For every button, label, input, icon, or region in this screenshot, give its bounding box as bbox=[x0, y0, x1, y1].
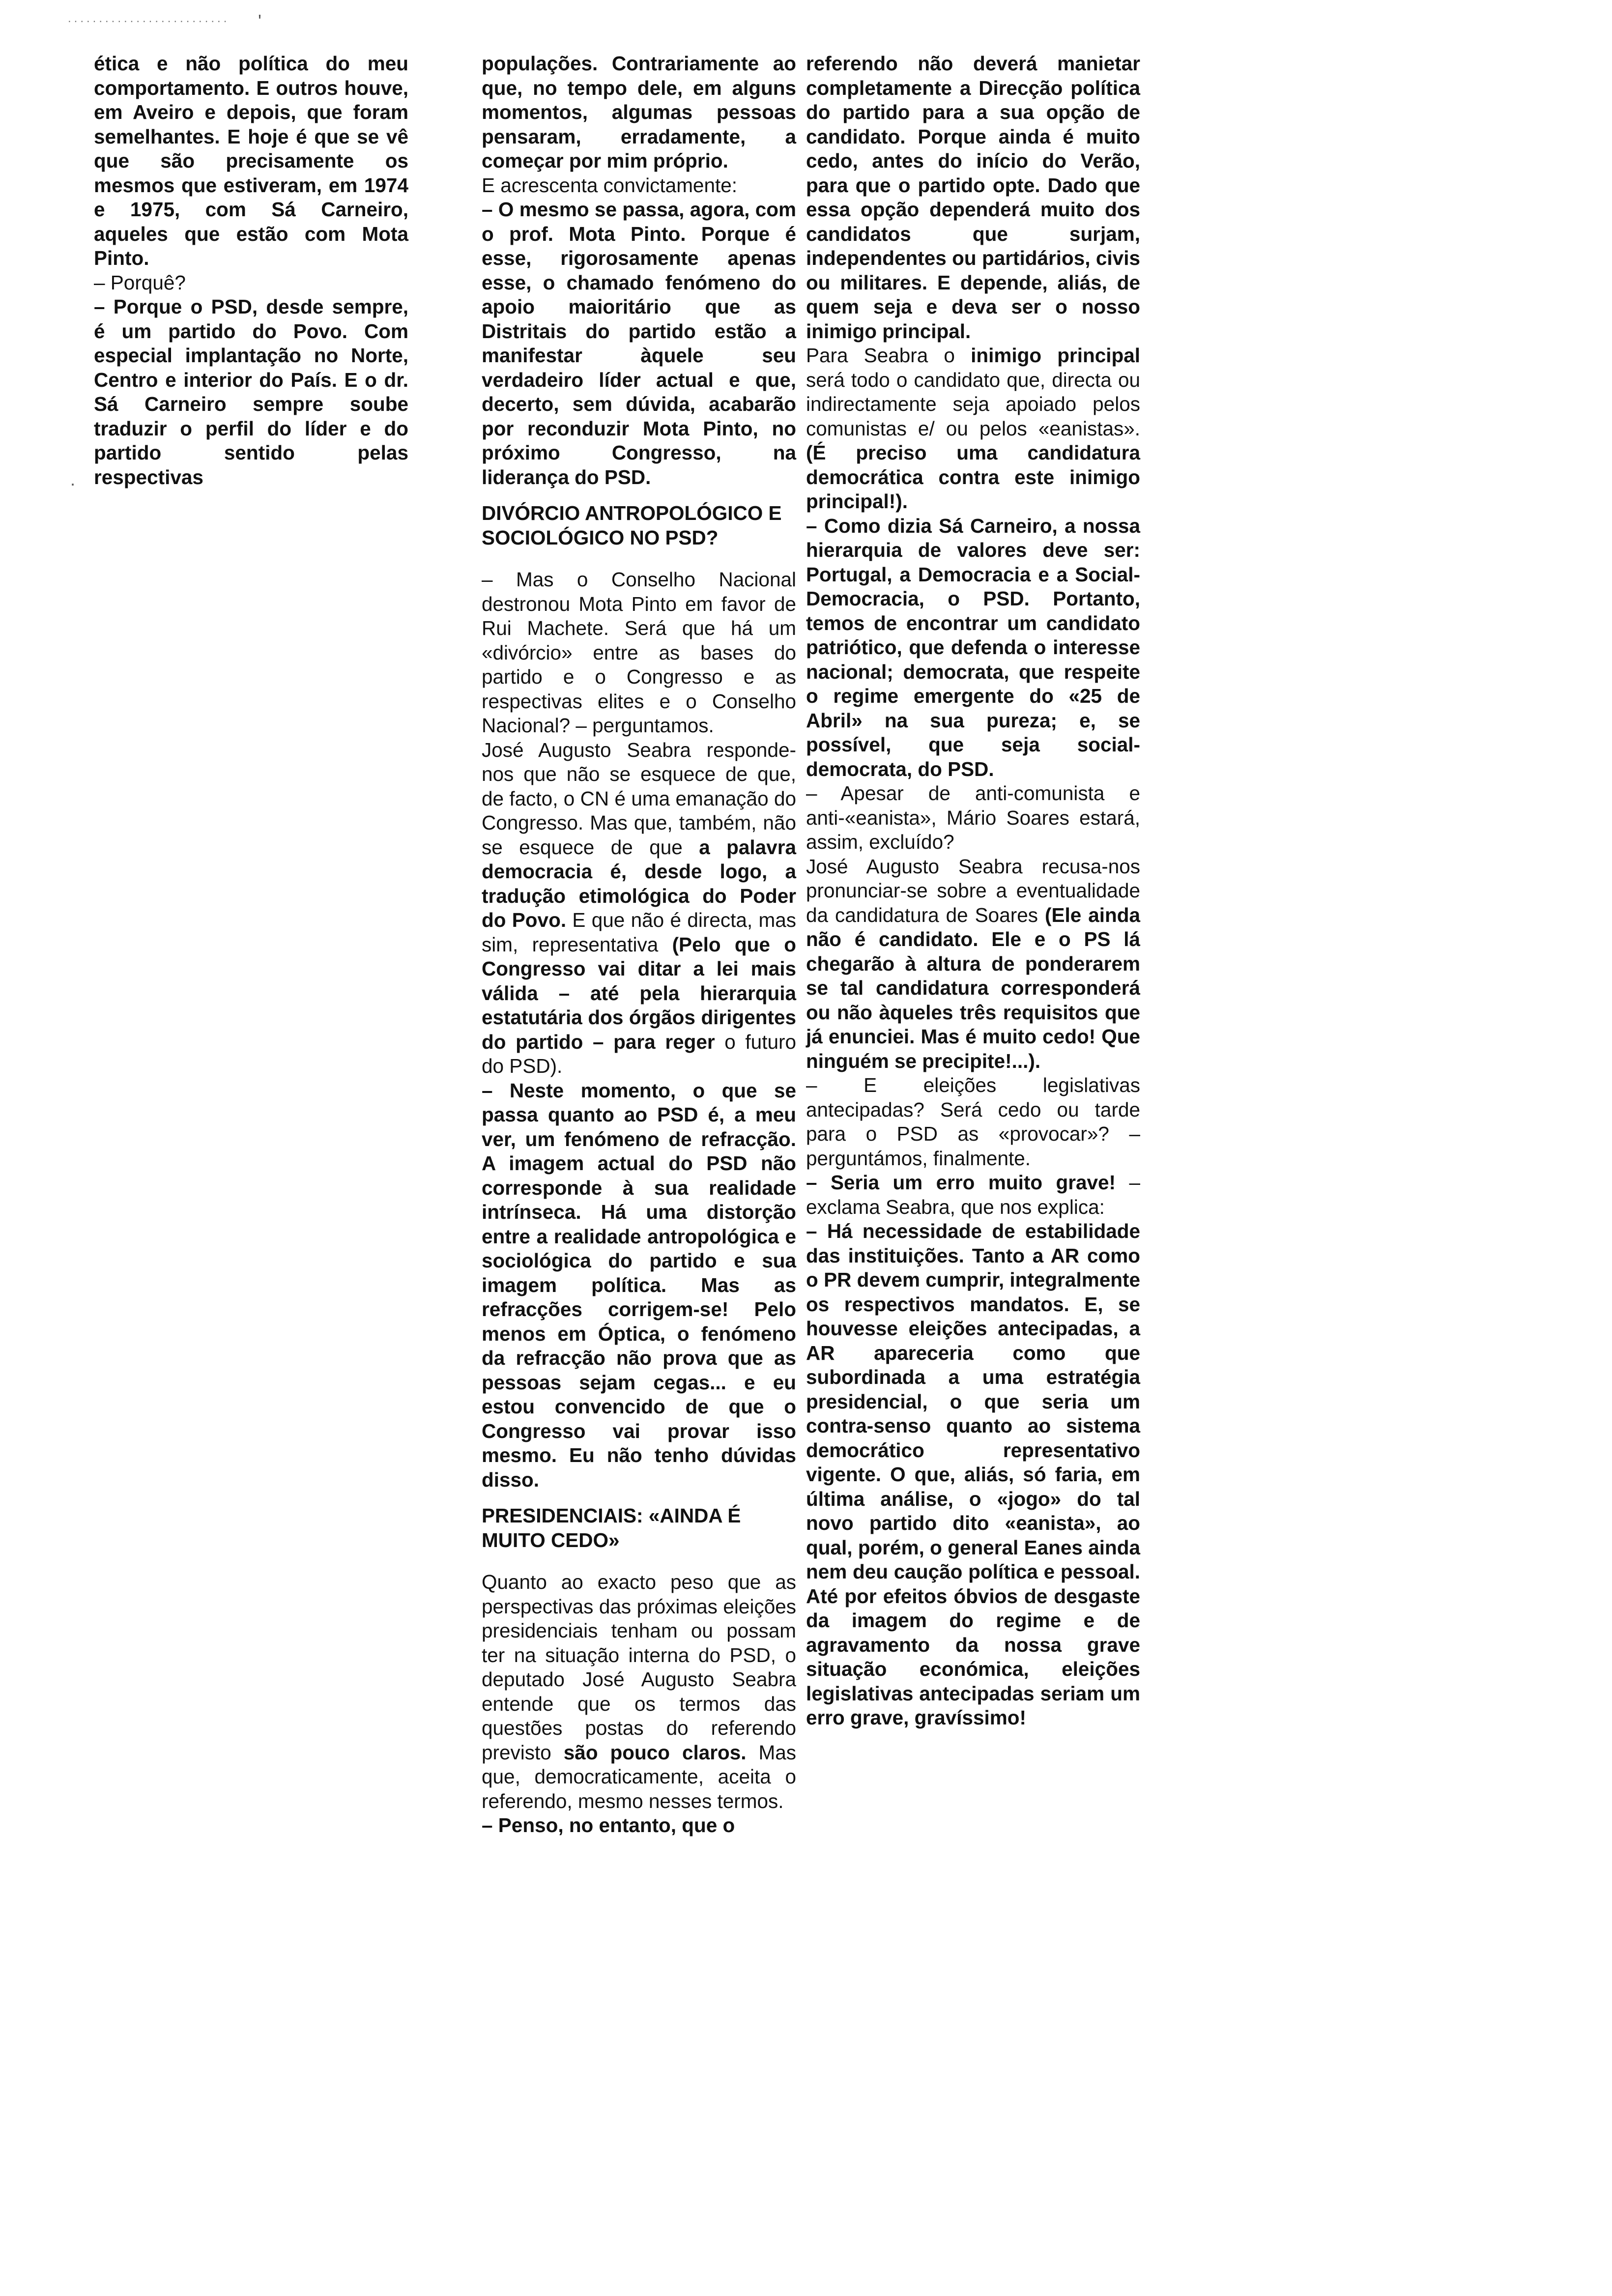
scan-dotted-edge: .......................... bbox=[68, 15, 230, 23]
paragraph: – Neste momento, o que se passa quanto ao PSD é, a meu ver, um fenómeno de refracção. A imagem actual do PSD não corresponde à sua realidade intrínseca. Há uma distorção entre a realidade antropológica e sociológica do partido e sua imagem política. Mas as refracções corrigem-se! Pelo menos em Óptica, o fenómeno da refracção não prova que as pessoas sejam cegas... e eu estou convencido de que o Congresso vai provar isso mesmo. Eu não tenho dúvidas disso. bbox=[482, 1079, 796, 1491]
paragraph bbox=[482, 738, 796, 1079]
paragraph: – Penso, no entanto, que o bbox=[482, 1814, 735, 1837]
paragraph: – Apesar de anti-comunista e anti-«eanista», Mário Soares estará, assim, excluído? bbox=[806, 782, 1140, 853]
paragraph bbox=[806, 344, 1140, 514]
paragraph: – E eleições legislativas antecipadas? Será cedo ou tarde para o PSD as «provocar»? – perguntámos, finalmente. bbox=[806, 1074, 1140, 1170]
text-run: Mas que, democraticamente, aceita o referendo, mesmo nesses termos. bbox=[482, 1741, 796, 1812]
scan-mark: ' bbox=[258, 11, 261, 31]
text-run: será todo o candidato que, directa ou indirectamente seja apoiado pelos comunistas e/ ou pelos «eanistas». bbox=[806, 368, 1140, 440]
text-run: Quanto ao exacto peso que as perspectivas das próximas eleições presidenciais tenham ou possam ter na situação interna do PSD, o deputado José Augusto Seabra entende que os termos das questões postas do referendo previsto bbox=[482, 1571, 796, 1764]
text-run: José Augusto Seabra recusa-nos pronunciar-se sobre a eventualidade da candidatura de Soares bbox=[806, 855, 1140, 926]
text-run: – Seria um erro muito grave! bbox=[806, 1171, 1116, 1194]
text-run: (Ele ainda não é candidato. Ele e o PS lá chegarão à altura de ponderarem se tal candidatura corresponderá ou não àqueles três requisitos que já enunciei. Mas é muito cedo! Que ninguém se precipite!...). bbox=[806, 903, 1140, 1072]
text-run: E que não é directa, mas sim, representativa bbox=[482, 909, 796, 956]
text-run: José Augusto Seabra responde-nos que não se esquece de que, de facto, o CN é uma emanação do Congresso. Mas que, também, não se esquece de que bbox=[482, 738, 796, 859]
paragraph: – Porque o PSD, desde sempre, é um partido do Povo. Com especial implantação no Norte, Centro e interior do País. E o dr. Sá Carneiro sempre soube traduzir o perfil do líder e do partido sentido pelas respectivas bbox=[94, 295, 408, 488]
paragraph: ética e não política do meu comportamento. E outros houve, em Aveiro e depois, que foram semelhantes. E hoje é que se vê que são precisamente os mesmos que estiveram, em 1974 e 1975, com Sá Carneiro, aqueles que estão com Mota Pinto. bbox=[94, 52, 408, 269]
paragraph bbox=[482, 1570, 796, 1813]
section-heading: PRESIDENCIAIS: «AINDA É MUITO CEDO» bbox=[482, 1504, 741, 1551]
text-run: (É preciso uma candidatura democrática contra este inimigo principal!). bbox=[806, 441, 1140, 513]
text-run: Para Seabra o bbox=[806, 344, 971, 367]
text-run: a palavra democracia é, desde logo, a tradução etimológica do Poder do Povo. bbox=[482, 835, 796, 931]
paragraph bbox=[806, 855, 1140, 1074]
text-run: o futuro do PSD). bbox=[482, 1030, 796, 1077]
scan-mark: . bbox=[70, 469, 76, 489]
paragraph: – Há necessidade de estabilidade das instituições. Tanto a AR como o PR devem cumprir, integralmente os respectivos mandatos. E, se houvesse eleições antecipadas, a AR apareceria como que subordinada a uma estratégia presidencial, o que seria um contra-senso quanto ao sistema democrático representativo vigente. O que, aliás, só faria, em última análise, o «jogo» do tal novo partido dito «eanista», ao qual, porém, o general Eanes ainda nem deu caução política e pessoal. Até por efeitos óbvios de desgaste da imagem do regime e de agravamento da nossa grave situação económica, eleições legislativas antecipadas seriam um erro grave, gravíssimo! bbox=[806, 1220, 1140, 1729]
paragraph: – Porquê? bbox=[94, 271, 186, 294]
paragraph: – Mas o Conselho Nacional destronou Mota Pinto em favor de Rui Machete. Será que há um «divórcio» entre as bases do partido e o Congresso e as respectivas elites e o Conselho Nacional? – perguntamos. bbox=[482, 568, 796, 737]
paragraph: – Como dizia Sá Carneiro, a nossa hierarquia de valores deve ser: Portugal, a Democracia e a Social-Democracia, o PSD. Portanto, temos de encontrar um candidato patriótico, que defenda o interesse nacional; democrata, que respeite o regime emergente do «25 de Abril» na sua pureza; e, se possível, que seja social-democrata, do PSD. bbox=[806, 514, 1140, 780]
column-3 bbox=[806, 52, 1140, 1730]
paragraph bbox=[806, 1171, 1140, 1219]
paragraph: E acrescenta convictamente: bbox=[482, 173, 738, 197]
text-run: (Pelo que o Congresso vai ditar a lei mais válida – até pela hierarquia estatutária dos órgãos dirigentes do partido – para reger bbox=[482, 933, 796, 1053]
text-run: – exclama Seabra, que nos explica: bbox=[806, 1171, 1140, 1218]
column-1 bbox=[94, 52, 408, 489]
column-2 bbox=[482, 52, 796, 1838]
paragraph: referendo não deverá manietar completamente a Direcção política do partido para a sua opção de candidato. Porque ainda é muito cedo, antes do início do Verão, para que o partido opte. Dado que essa opção dependerá muito dos candidatos que surjam, independentes ou partidários, civis ou militares. E depende, aliás, de quem seja e deva ser o nosso inimigo principal. bbox=[806, 52, 1140, 343]
text-run: inimigo principal bbox=[971, 344, 1140, 367]
section-heading: DIVÓRCIO ANTROPOLÓGICO E SOCIOLÓGICO NO PSD? bbox=[482, 502, 782, 549]
paragraph: populações. Contrariamente ao que, no tempo dele, em alguns momentos, algumas pessoas pensaram, erradamente, a começar por mim próprio. bbox=[482, 52, 796, 172]
paragraph: – O mesmo se passa, agora, com o prof. Mota Pinto. Porque é esse, rigorosamente apenas esse, o chamado fenómeno do apoio maioritário que as Distritais do partido estão a manifestar àquele seu verdadeiro líder actual e que, decerto, sem dúvida, acabarão por reconduzir Mota Pinto, no próximo Congresso, na liderança do PSD. bbox=[482, 198, 796, 488]
text-run: são pouco claros. bbox=[563, 1741, 747, 1764]
